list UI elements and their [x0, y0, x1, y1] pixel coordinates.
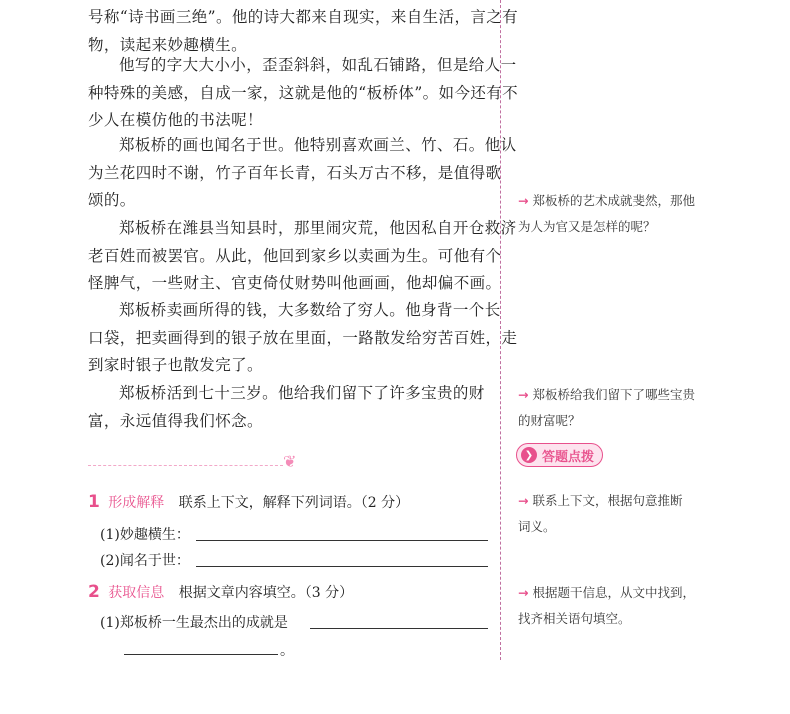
answer-tip-badge [516, 443, 603, 467]
text-line: 富，永远值得我们怀念。 [88, 411, 263, 430]
text-line: 郑板桥在潍县当知县时，那里闹灾荒，他因私自开仓救济 [119, 219, 517, 237]
note-text: 郑板桥给我们留下了哪些宝贵 [532, 387, 695, 402]
paragraph-3 [88, 132, 517, 215]
question-1-header [88, 492, 409, 512]
answer-blank-1[interactable] [196, 540, 488, 541]
question-tag: 获取信息 [108, 585, 165, 601]
item-label: (1)郑板桥一生最杰出的成就是 [100, 615, 288, 631]
item-label: (2)闻名于世： [100, 553, 190, 569]
section-divider-ornament [88, 452, 308, 472]
question-2-tail [280, 640, 294, 660]
arrow-icon: → [518, 387, 529, 402]
question-tag: 形成解释 [108, 495, 165, 511]
text-line: 老百姓而被罢官。从此，他回到家乡以卖画为生。可他有个 [88, 246, 502, 265]
question-number: 2 [88, 582, 100, 602]
paragraph-4 [88, 215, 517, 298]
text-line: 为兰花四时不谢，竹子百年长青，石头万古不移，是值得歌 [88, 163, 502, 182]
tip-label: 答题点拨 [542, 449, 595, 465]
arrow-icon: → [518, 193, 529, 208]
question-text: 根据文章内容填空。（3 分） [178, 585, 354, 601]
text-line: 怪脾气，一些财主、官吏倚仗财势叫他画画，他却偏不画。 [88, 274, 502, 292]
note-text: 词义。 [518, 519, 556, 534]
question-2-item-1 [100, 612, 288, 632]
question-2-header [88, 582, 353, 602]
paragraph-6 [88, 380, 490, 435]
column-divider [500, 0, 501, 660]
text-line: 号称“诗书画三绝”。他的诗大都来自现实，来自生活，言之有 [88, 8, 519, 26]
text-line: 口袋，把卖画得到的银子放在里面，一路散发给穷苦百姓，走 [88, 328, 518, 347]
answer-blank-3[interactable] [310, 628, 488, 629]
note-text: 根据题干信息，从文中找到， [532, 585, 695, 600]
chevron-right-icon: ❯ [521, 447, 537, 463]
arrow-icon: → [518, 493, 529, 508]
flourish-icon: ❦ [283, 452, 297, 471]
paragraph-2 [88, 52, 519, 135]
dashed-rule [88, 465, 283, 466]
text-line: 种特殊的美感，自成一家，这就是他的“板桥体”。如今还有不 [88, 83, 519, 102]
side-note-4 [518, 580, 728, 632]
answer-blank-2[interactable] [196, 566, 488, 567]
answer-blank-4[interactable] [124, 654, 278, 655]
question-1-item-1 [100, 524, 190, 544]
side-note-1 [518, 188, 728, 240]
text-line: 物，读起来妙趣横生。 [88, 35, 248, 54]
text-line: 少人在模仿他的书法呢！ [88, 111, 263, 129]
question-1-item-2 [100, 550, 190, 570]
note-text: 为人为官又是怎样的呢？ [518, 219, 656, 234]
question-number: 1 [88, 492, 100, 512]
item-label: (1)妙趣横生： [100, 527, 190, 543]
note-text: 找齐相关语句填空。 [518, 611, 631, 626]
text-line: 郑板桥的画也闻名于世。他特别喜欢画兰、竹、石。他认 [119, 136, 517, 154]
text-line: 到家时银子也散发完了。 [88, 356, 263, 374]
question-text: 联系上下文，解释下列词语。（2 分） [178, 495, 410, 511]
arrow-icon: → [518, 585, 529, 600]
text-line: 郑板桥卖画所得的钱，大多数给了穷人。他身背一个长 [119, 301, 501, 319]
note-text: 的财富呢？ [518, 413, 581, 428]
period-mark: 。 [280, 643, 294, 659]
text-line: 颂的。 [88, 191, 136, 209]
paragraph-1 [88, 4, 519, 59]
side-note-3 [518, 488, 728, 540]
text-line: 他写的字大大小小，歪歪斜斜，如乱石铺路，但是给人一 [119, 56, 517, 74]
note-text: 联系上下文，根据句意推断 [532, 493, 683, 508]
note-text: 郑板桥的艺术成就斐然，那他 [532, 193, 695, 208]
side-note-2 [518, 382, 728, 434]
text-line: 郑板桥活到七十三岁。他给我们留下了许多宝贵的财 [119, 384, 485, 402]
paragraph-5 [88, 297, 518, 380]
